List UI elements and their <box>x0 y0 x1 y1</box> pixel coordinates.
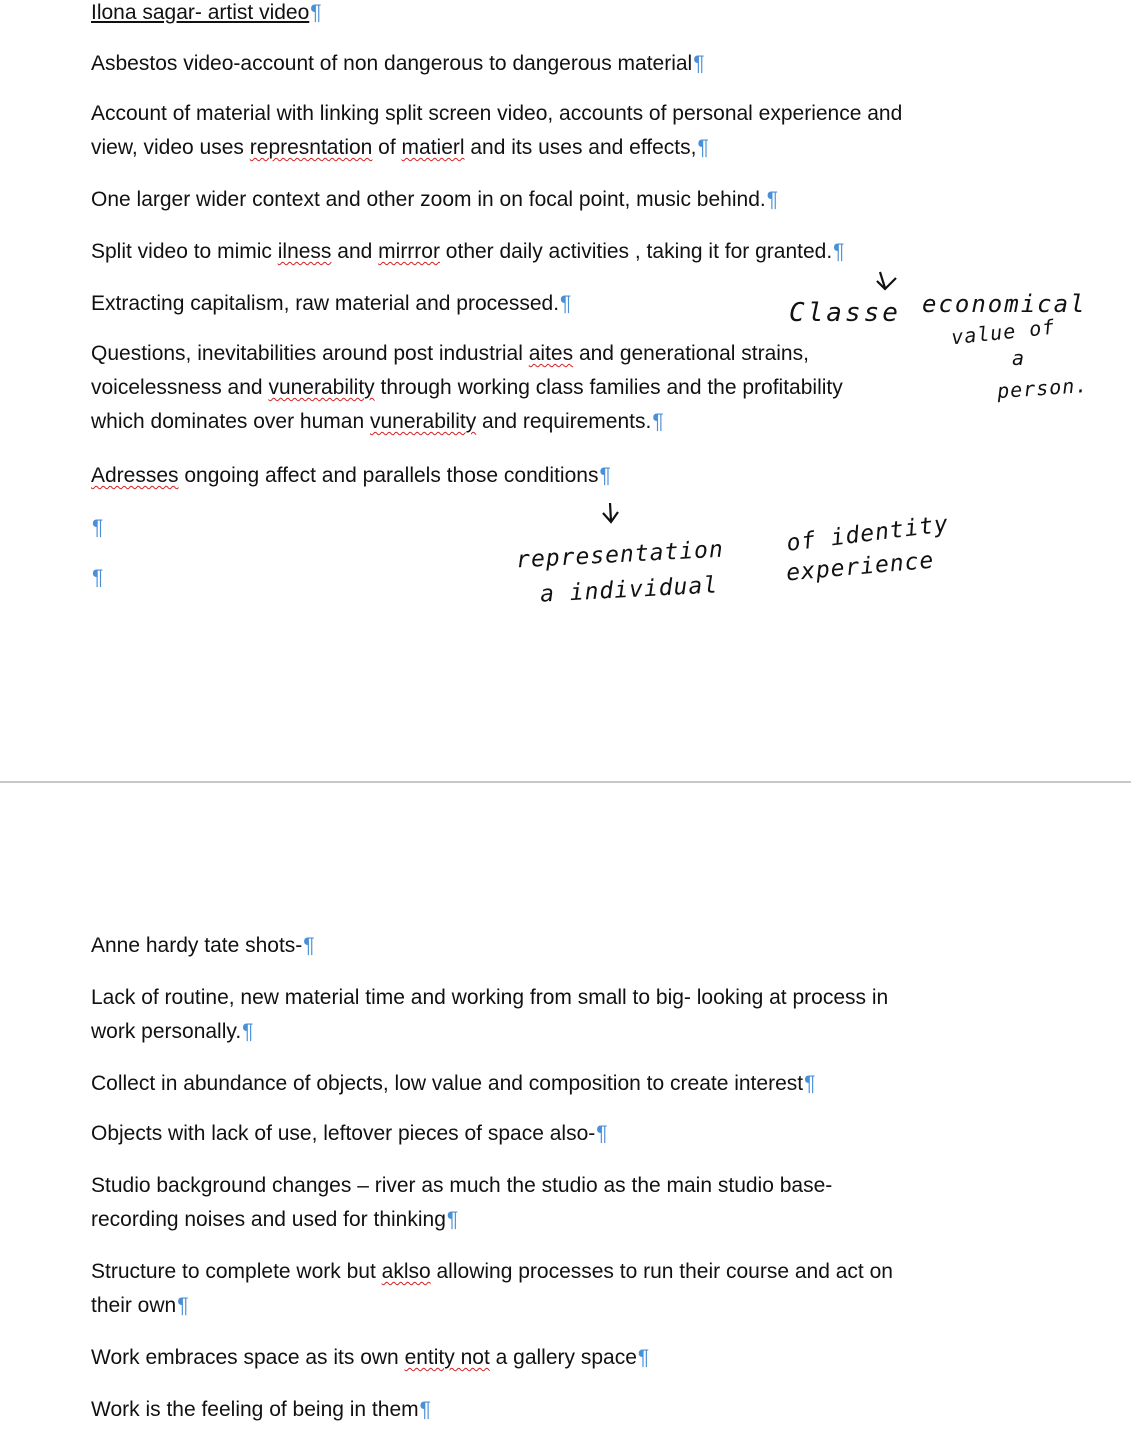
handwritten-note-classes: Classe <box>789 298 901 328</box>
handwritten-note-identity-line-1: of identity <box>785 511 951 557</box>
pilcrow-icon: ¶ <box>766 188 778 211</box>
paragraph-text[interactable]: Structure to complete work but aklso allowing processes to run their course and act on <box>91 1260 893 1283</box>
spelling-error-word[interactable]: vunerability <box>268 376 375 399</box>
document-paragraph[interactable] <box>91 0 322 30</box>
document-paragraph[interactable] <box>91 287 571 321</box>
document-paragraph[interactable] <box>91 1067 815 1101</box>
pilcrow-icon: ¶ <box>446 1208 459 1231</box>
pilcrow-icon: ¶ <box>693 52 705 75</box>
pilcrow-icon: ¶ <box>92 566 104 589</box>
paragraph-text[interactable]: view, video uses represntation of matierl and its uses and effects, <box>91 136 697 159</box>
document-paragraph[interactable] <box>91 183 778 217</box>
paragraph-text[interactable]: Questions, inevitabilities around post industrial aites and generational strains, <box>91 342 809 365</box>
paragraph-text[interactable]: recording noises and used for thinking <box>91 1208 446 1231</box>
paragraph-text[interactable]: Ilona sagar- artist video <box>91 1 310 24</box>
paragraph-text[interactable]: Anne hardy tate shots- <box>91 934 303 957</box>
handwritten-note-economic-line-1: economical <box>922 290 1087 318</box>
document-paragraph[interactable] <box>91 337 843 439</box>
pilcrow-icon: ¶ <box>596 1122 608 1145</box>
spelling-error-word[interactable]: entity not <box>404 1346 490 1369</box>
handwritten-note-economic-line-2: value of <box>950 314 1057 350</box>
paragraph-text[interactable]: which dominates over human vunerability and requirements. <box>91 410 652 433</box>
paragraph-text[interactable]: Extracting capitalism, raw material and processed. <box>91 292 560 315</box>
spelling-error-word[interactable]: mirrror <box>378 240 440 263</box>
paragraph-text[interactable]: Split video to mimic ilness and mirrror other daily activities , taking it for granted. <box>91 240 833 263</box>
document-paragraph[interactable] <box>91 511 103 545</box>
document-paragraph[interactable] <box>91 1393 431 1427</box>
spelling-error-word[interactable]: matierl <box>401 136 465 159</box>
paragraph-text[interactable]: Work embraces space as its own entity not a gallery space <box>91 1346 637 1369</box>
pilcrow-icon: ¶ <box>177 1294 189 1317</box>
document-paragraph[interactable] <box>91 1169 832 1237</box>
handwritten-note-economic-line-4: person. <box>996 372 1090 404</box>
paragraph-text[interactable]: One larger wider context and other zoom in on focal point, music behind. <box>91 188 766 211</box>
document-paragraph[interactable] <box>91 561 103 595</box>
paragraph-text[interactable]: their own <box>91 1294 177 1317</box>
spelling-error-word[interactable]: represntation <box>249 136 373 159</box>
pilcrow-icon: ¶ <box>419 1398 431 1421</box>
spelling-error-word[interactable]: Adresses <box>91 464 179 487</box>
document-paragraph[interactable] <box>91 459 611 493</box>
arrow-down-icon <box>877 272 896 289</box>
document-paragraph[interactable] <box>91 47 705 81</box>
paragraph-text[interactable]: Account of material with linking split screen video, accounts of personal experience and <box>91 102 903 125</box>
paragraph-text[interactable]: Objects with lack of use, leftover pieces of space also- <box>91 1122 596 1145</box>
document-paragraph[interactable] <box>91 1341 649 1375</box>
handwritten-note-identity-line-2: experience <box>785 547 936 587</box>
pilcrow-icon: ¶ <box>652 410 664 433</box>
document-paragraph[interactable] <box>91 235 844 269</box>
handwritten-note-representation-line-2: a individual <box>539 572 719 608</box>
pilcrow-icon: ¶ <box>242 1020 254 1043</box>
pilcrow-icon: ¶ <box>303 934 315 957</box>
spelling-error-word[interactable]: aklso <box>381 1260 431 1283</box>
paragraph-text[interactable]: Adresses ongoing affect and parallels those conditions <box>91 464 599 487</box>
paragraph-text[interactable]: Lack of routine, new material time and working from small to big- looking at process in <box>91 986 889 1009</box>
document-paragraph[interactable] <box>91 1255 893 1323</box>
paragraph-text[interactable]: Work is the feeling of being in them <box>91 1398 419 1421</box>
handwritten-note-representation-line-1: representation <box>515 536 725 574</box>
paragraph-text[interactable]: Asbestos video-account of non dangerous to dangerous material <box>91 52 693 75</box>
document-paragraph[interactable] <box>91 1117 608 1151</box>
document-paragraph[interactable] <box>91 929 315 963</box>
paragraph-text[interactable]: work personally. <box>91 1020 242 1043</box>
pilcrow-icon: ¶ <box>697 136 709 159</box>
spelling-error-word[interactable]: ilness <box>277 240 332 263</box>
handwritten-note-economic-line-3: a <box>1012 346 1026 370</box>
pilcrow-icon: ¶ <box>637 1346 650 1369</box>
paragraph-text[interactable]: Collect in abundance of objects, low value and composition to create interest <box>91 1072 804 1095</box>
pilcrow-icon: ¶ <box>833 240 845 263</box>
pilcrow-icon: ¶ <box>310 1 322 24</box>
pilcrow-icon: ¶ <box>599 464 611 487</box>
pilcrow-icon: ¶ <box>560 292 572 315</box>
paragraph-text[interactable]: Studio background changes – river as much the studio as the main studio base- <box>91 1174 833 1197</box>
spelling-error-word[interactable]: vunerability <box>369 410 477 433</box>
document-page-2[interactable] <box>0 783 1131 1431</box>
arrow-down-icon <box>603 503 618 522</box>
document-paragraph[interactable] <box>91 97 902 165</box>
pilcrow-icon: ¶ <box>92 516 104 539</box>
paragraph-text[interactable]: voicelessness and vunerability through working class families and the profitability <box>91 376 843 399</box>
spelling-error-word[interactable]: aites <box>528 342 574 365</box>
document-paragraph[interactable] <box>91 981 888 1049</box>
pilcrow-icon: ¶ <box>804 1072 816 1095</box>
